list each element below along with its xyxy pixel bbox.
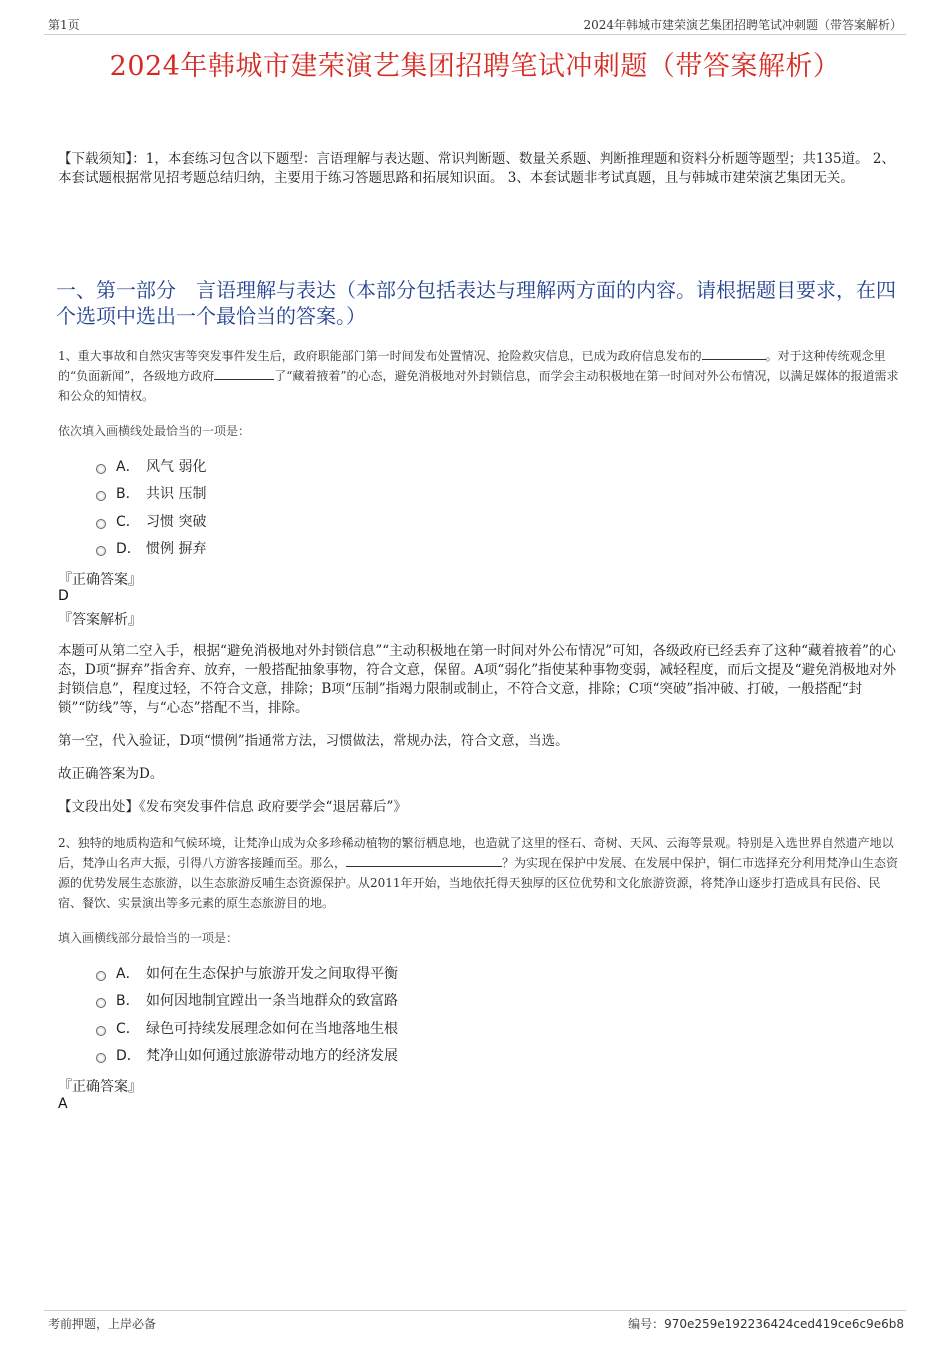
header-doc-title: 2024年韩城市建荣演艺集团招聘笔试冲刺题（带答案解析） bbox=[583, 18, 902, 32]
option-d[interactable]: D． 惯例 摒弃 bbox=[96, 535, 206, 563]
question-2-options bbox=[96, 959, 398, 1069]
section-title: 一、第一部分 言语理解与表达（本部分包括表达与理解两方面的内容。请根据题目要求，在四个选项中选出一个最恰当的答案。） bbox=[56, 278, 896, 328]
fill-blank bbox=[214, 367, 274, 380]
footer-divider bbox=[44, 1310, 906, 1311]
answer-label: 『正确答案』 bbox=[58, 572, 142, 588]
option-a[interactable]: A． 如何在生态保护与旅游开发之间取得平衡 bbox=[96, 959, 398, 987]
fill-blank bbox=[702, 347, 766, 360]
document-title: 2024年韩城市建荣演艺集团招聘笔试冲刺题（带答案解析） bbox=[109, 51, 841, 82]
radio-icon[interactable] bbox=[96, 546, 106, 556]
download-notice: 【下载须知】：1，本套练习包含以下题型：言语理解与表达题、常识判断题、数量关系题、判断推理题和资料分析题等题型；共135道。 2、本套试题根据常见招考题总结归纳，主要用于练习答题思路和拓展知识面。 3、本套试题非考试真题，且与韩城市建荣演艺集团无关。 bbox=[58, 151, 895, 186]
question-1-text: 1、重大事故和自然灾害等突发事件发生后，政府职能部门第一时间发布处置情况、抢险救灾信息，已成为政府信息发布的 。对于这种传统观念里的“负面新闻”，各级地方政府 了“藏着掖着”的心态，避免消极地对外封锁信息，而学会主动积极地在第一时间对外公布情况，以满足媒体的报道需求和公众的知情权。 bbox=[58, 349, 899, 403]
analysis-conclusion: 故正确答案为D。 bbox=[58, 766, 164, 782]
analysis-paragraph: 第一空，代入验证，D项“惯例”指通常方法，习惯做法，常规办法，符合文意，当选。 bbox=[58, 733, 569, 749]
radio-icon[interactable] bbox=[96, 519, 106, 529]
answer-value: D bbox=[58, 588, 69, 604]
serial-code: 970e259e192236424ced419ce6c9e6b8 bbox=[664, 1317, 904, 1331]
footer-slogan: 考前押题，上岸必备 bbox=[48, 1317, 157, 1331]
radio-icon[interactable] bbox=[96, 1026, 106, 1036]
radio-icon[interactable] bbox=[96, 464, 106, 474]
page-header bbox=[44, 14, 906, 35]
radio-icon[interactable] bbox=[96, 971, 106, 981]
source-citation: 【文段出处】《发布突发事件信息 政府要学会“退居幕后”》 bbox=[58, 799, 407, 815]
radio-icon[interactable] bbox=[96, 491, 106, 501]
answer-label: 『正确答案』 bbox=[58, 1079, 142, 1095]
option-c[interactable]: C． 绿色可持续发展理念如何在当地落地生根 bbox=[96, 1014, 398, 1042]
question-2-prompt: 填入画横线部分最恰当的一项是： bbox=[58, 931, 239, 945]
question-1-options bbox=[96, 452, 206, 562]
analysis-label: 『答案解析』 bbox=[58, 612, 142, 628]
fill-blank bbox=[346, 854, 502, 867]
question-2-text: 2、独特的地质构造和气候环境，让梵净山成为众多珍稀动植物的繁衍栖息地，也造就了这里的怪石、奇树、天风、云海等景观。特别是入选世界自然遗产地以后，梵净山名声大振，引得八方游客接踵而至。那么， ？为实现在保护中发展、在发展中保护，铜仁市选择充分利用梵净山生态资源的优势发展生态旅游，以生态旅游反哺生态资源保护。从2011年开始，当地依托得天独厚的区位优势和文化旅游资源，将梵净山逐步打造成具有民俗、民宿、餐饮、实景演出等多元素的原生态旅游目的地。 bbox=[58, 836, 899, 910]
radio-icon[interactable] bbox=[96, 1053, 106, 1063]
option-c[interactable]: C． 习惯 突破 bbox=[96, 507, 206, 535]
radio-icon[interactable] bbox=[96, 998, 106, 1008]
footer-serial: 编号：970e259e192236424ced419ce6c9e6b8 bbox=[628, 1317, 904, 1331]
analysis-paragraph: 本题可从第二空入手，根据“避免消极地对外封锁信息”“主动积极地在第一时间对外公布情况”可知，各级政府已经丢弃了这种“藏着掖着”的心态，D项“摒弃”指舍弃、放弃，一般搭配抽象事物，符合文意，保留。A项“弱化”指使某种事物变弱，减轻程度，而后文提及“避免消极地对外封锁信息”，程度过轻，不符合文意，排除；B项“压制”指竭力限制或制止，不符合文意，排除；C项“突破”指冲破、打破，一般搭配“封锁”“防线”等，与“心态”搭配不当，排除。 bbox=[58, 643, 897, 716]
option-b[interactable]: B． 共识 压制 bbox=[96, 480, 206, 508]
option-b[interactable]: B． 如何因地制宜蹚出一条当地群众的致富路 bbox=[96, 987, 398, 1015]
option-a[interactable]: A． 风气 弱化 bbox=[96, 452, 206, 480]
question-1-prompt: 依次填入画横线处最恰当的一项是： bbox=[58, 424, 251, 438]
page-number: 第1页 bbox=[48, 18, 80, 32]
option-d[interactable]: D． 梵净山如何通过旅游带动地方的经济发展 bbox=[96, 1042, 398, 1070]
answer-value: A bbox=[58, 1096, 68, 1112]
